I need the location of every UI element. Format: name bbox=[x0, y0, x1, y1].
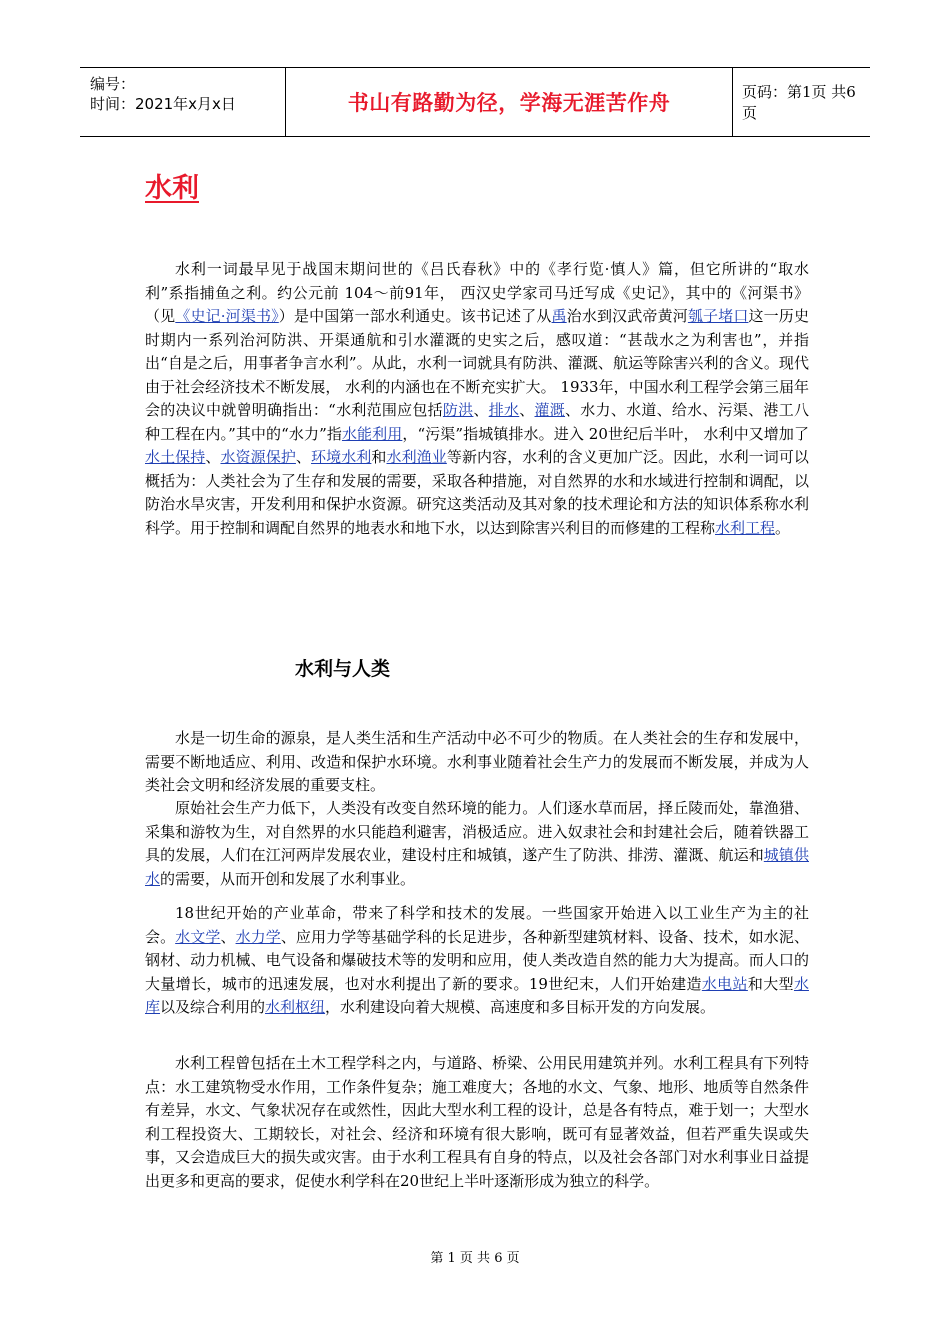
text-run: 、 bbox=[205, 448, 221, 466]
text-run: 、水力、水道、给水、污渠、港工八种工程在内。”其中的“水力”指 bbox=[145, 401, 809, 443]
intro-paragraph bbox=[145, 258, 809, 540]
text-run: ）是中国第一部水利通史。该书记述了从 bbox=[278, 307, 552, 325]
link-shuilixue[interactable]: 水力学 bbox=[235, 927, 281, 946]
link-shuidianzhan[interactable]: 水电站 bbox=[701, 974, 748, 993]
text-run: 。 bbox=[775, 518, 791, 537]
link-shuitu-baochi[interactable]: 水土保持 bbox=[145, 448, 206, 466]
link-shuiwenxue[interactable]: 水文学 bbox=[175, 927, 221, 946]
link-shuili-shuniu[interactable]: 水利枢纽 bbox=[265, 998, 326, 1016]
header-motto-cell bbox=[285, 68, 733, 136]
document-date-label: 时间：2021年x月x日 bbox=[90, 95, 236, 113]
page-header bbox=[80, 67, 870, 137]
header-motto: 书山有路勤为径，学海无涯苦作舟 bbox=[347, 91, 671, 115]
paragraph-1: 水是一切生命的源泉，是人类生活和生产活动中必不可少的物质。在人类社会的生存和发展中，需要不断地适应、利用、改造和保护水环境。水利事业随着社会生产力的发展而不断发展，并成为人类社会文明和经济发展的重要支柱。 bbox=[145, 729, 809, 794]
text-run: 原始社会生产力低下，人类没有改变自然环境的能力。人们逐水草而居，择丘陵而处，靠渔猎、采集和游牧为生，对自然界的水只能趋利避害，消极适应。进入奴隶社会和封建社会后，随着铁器工具的发展，人们在江河两岸发展农业，建设村庄和城镇，遂产生了防洪、排涝、灌溉、航运和 bbox=[145, 799, 809, 864]
text-run: 、 bbox=[473, 401, 489, 419]
paragraph-3 bbox=[145, 902, 809, 1020]
page-footer: 第 1 页 共 6 页 bbox=[430, 1251, 520, 1266]
link-chengzhen-gongshui[interactable]: 城镇供水 bbox=[145, 846, 809, 888]
header-info-cell bbox=[80, 68, 285, 136]
text-run: 18世纪开始的产业革命，带来了科学和技术的发展。一些国家开始进入以工业生产为主的社会。 bbox=[145, 904, 809, 946]
paragraph-2 bbox=[145, 797, 809, 891]
text-run: 、 bbox=[220, 927, 236, 946]
text-run: 的需要，从而开创和发展了水利事业。 bbox=[160, 869, 416, 888]
link-guangai[interactable]: 灌溉 bbox=[534, 401, 566, 419]
link-shuiziyuan-baohu[interactable]: 水资源保护 bbox=[220, 448, 296, 466]
header-page-cell bbox=[733, 68, 870, 136]
section-title: 水利与人类 bbox=[295, 658, 391, 680]
link-fanghong[interactable]: 防洪 bbox=[442, 401, 474, 419]
text-run: 和 bbox=[371, 448, 387, 466]
text-run: 、应用力学等基础学科的长足进步，各种新型建筑材料、设备、技术，如水泥、钢材、动力机械、电气设备和爆破技术等的发明和应用，使人类改造自然的能力大为提高。而人口的大量增长，城市的迅速发展，也对水利提出了新的要求。19世纪末，人们开始建造 bbox=[145, 927, 809, 993]
link-yu[interactable]: 禹 bbox=[551, 307, 567, 325]
link-huanjing-shuili[interactable]: 环境水利 bbox=[311, 448, 372, 466]
text-run: 以及综合利用的 bbox=[160, 998, 266, 1016]
text-run: 等新内容，水利的含义更加广泛。因此，水利一词可以概括为：人类社会为了生存和发展的需要，采取各种措施，对自然界的水和水域进行控制和调配，以防治水旱灾害，开发利用和保护水资源。研究这类活动及其对象的技术理论和方法的知识体系称水利科学。用于控制和调配自然界的地表水和地下水，以达到除害兴利目的而修建的工程称 bbox=[145, 448, 809, 537]
text-run: 、 bbox=[519, 401, 535, 419]
paragraph-4: 水利工程曾包括在土木工程学科之内，与道路、桥梁、公用民用建筑并列。水利工程具有下列特点：水工建筑物受水作用，工作条件复杂；施工难度大；各地的水文、气象、地形、地质等自然条件有差异，水文、气象状况存在或然性，因此大型水利工程的设计，总是各有特点，难于划一；大型水利工程投资大、工期较长，对社会、经济和环境有很大影响，既可有显著效益，但若严重失误或失事，又会造成巨大的损失或灾害。由于水利工程具有自身的特点，以及社会各部门对水利事业日益提出更多和更高的要求，促使水利学科在20世纪上半叶逐渐形成为独立的科学。 bbox=[145, 1054, 809, 1190]
link-shuineng-liyong[interactable]: 水能利用 bbox=[341, 424, 403, 443]
link-huzi-dukou[interactable]: 瓠子堵口 bbox=[687, 307, 749, 325]
text-run: ，“污渠”指城镇排水。进入 20世纪后半叶， 水利中又增加了 bbox=[402, 424, 809, 443]
link-shuili-yuye[interactable]: 水利渔业 bbox=[386, 448, 447, 466]
text-run: 水利一词最早见于战国末期问世的《吕氏春秋》中的《孝行览·慎人》篇，但它所讲的“取水利”系指捕鱼之利。约公元前 104～前91年， 西汉史学家司马迁写成《史记》，其中的《河渠书》（见 bbox=[145, 260, 809, 325]
header-page-code: 页码：第1页 共6页 bbox=[742, 83, 856, 122]
link-shuiku[interactable]: 水库 bbox=[145, 974, 809, 1016]
link-paishui[interactable]: 排水 bbox=[488, 401, 520, 419]
document-title: 水利 bbox=[145, 173, 199, 204]
text-run: ，水利建设向着大规模、高速度和多目标开发的方向发展。 bbox=[325, 998, 716, 1016]
text-run: 这一历史时期内一系列治河防洪、开渠通航和引水灌溉的史实之后，感叹道：“甚哉水之为利害也”，并指出“自是之后，用事者争言水利”。从此，水利一词就具有防洪、灌溉、航运等除害兴利的含义。现代由于社会经济技术不断发展， 水利的内涵也在不断充实扩大。 1933年，中国水利工程学会第三届年会的决议中就曾明确指出：“水利范围应包括 bbox=[145, 307, 809, 419]
link-shiji-hequshu[interactable]: 《史记·河渠书》 bbox=[175, 307, 279, 325]
document-number-label: 编号： bbox=[90, 75, 136, 93]
text-run: 和大型 bbox=[747, 974, 794, 993]
text-run: 治水到汉武帝黄河 bbox=[566, 307, 688, 325]
text-run: 、 bbox=[295, 448, 312, 466]
link-shuili-gongcheng[interactable]: 水利工程 bbox=[715, 518, 776, 537]
